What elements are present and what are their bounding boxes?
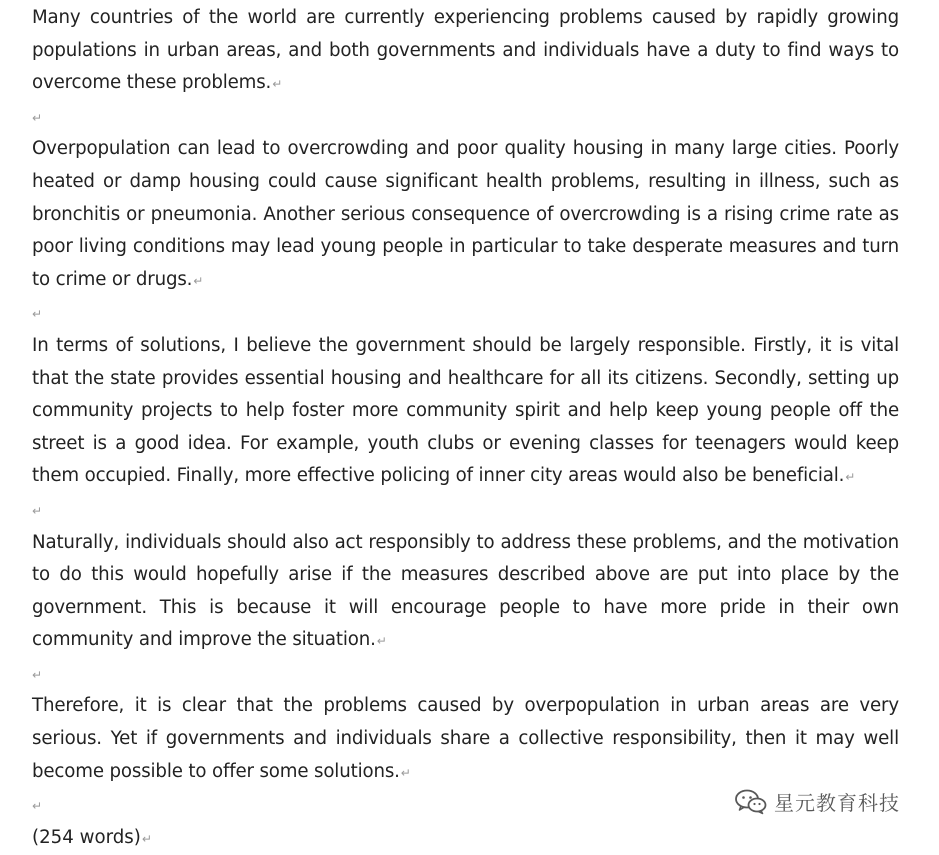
- paragraph-text: Therefore, it is clear that the problems caused by overpopulation in urban areas are very serious. Yet if governments and individuals share a collective responsibility, then it may well become possible to offer some solutions.: [32, 695, 899, 782]
- empty-line: [32, 494, 899, 527]
- paragraph-mark-icon: ↵: [376, 634, 387, 649]
- paragraph-3: [32, 330, 899, 494]
- document-body: [32, 2, 899, 855]
- wechat-icon: [735, 789, 767, 815]
- word-count: [32, 822, 899, 855]
- empty-line: [32, 101, 899, 134]
- paragraph-mark-icon: ↵: [400, 765, 411, 780]
- paragraph-mark-icon: ↵: [193, 273, 204, 288]
- paragraph-2: [32, 133, 899, 297]
- paragraph-text: Naturally, individuals should also act responsibly to address these problems, and the motivation to do this would hopefully arise if the measures described above are put into place by the government. This is because it will encourage people to have more pride in their own community and improve the situation.: [32, 531, 899, 651]
- paragraph-mark-icon: ↵: [32, 307, 43, 322]
- paragraph-4: [32, 527, 899, 658]
- paragraph-text: Many countries of the world are currently experiencing problems caused by rapidly growing populations in urban areas, and both governments and individuals have a duty to find ways to overcome these problems.: [32, 7, 899, 94]
- paragraph-text: Overpopulation can lead to overcrowding and poor quality housing in many large cities. Poorly heated or damp housing could cause significant health problems, resulting in illness, such as bronchitis or pneumonia. Another serious consequence of overcrowding is a rising crime rate as poor living conditions may lead young people in particular to take desperate measures and turn to crime or drugs.: [32, 138, 899, 290]
- watermark-text: 星元教育科技: [774, 791, 900, 815]
- paragraph-mark-icon: ↵: [32, 799, 43, 814]
- paragraph-mark-icon: ↵: [32, 110, 43, 125]
- watermark: [735, 787, 900, 816]
- paragraph-text: In terms of solutions, I believe the government should be largely responsible. Firstly, it is vital that the state provides essential housing and healthcare for all its citizens. Secondly, setting up community projects to help foster more community spirit and help keep young people off the street is a good idea. For example, youth clubs or evening classes for teenagers would keep them occupied. Finally, more effective policing of inner city areas would also be beneficial.: [32, 334, 899, 487]
- empty-line: [32, 658, 899, 691]
- paragraph-5: [32, 690, 899, 789]
- paragraph-1: [32, 2, 899, 101]
- paragraph-mark-icon: ↵: [272, 77, 283, 92]
- paragraph-mark-icon: ↵: [32, 667, 43, 682]
- paragraph-mark-icon: ↵: [141, 831, 152, 846]
- word-count-text: (254 words): [32, 826, 141, 848]
- empty-line: [32, 297, 899, 330]
- paragraph-mark-icon: ↵: [32, 503, 43, 518]
- paragraph-mark-icon: ↵: [845, 470, 856, 485]
